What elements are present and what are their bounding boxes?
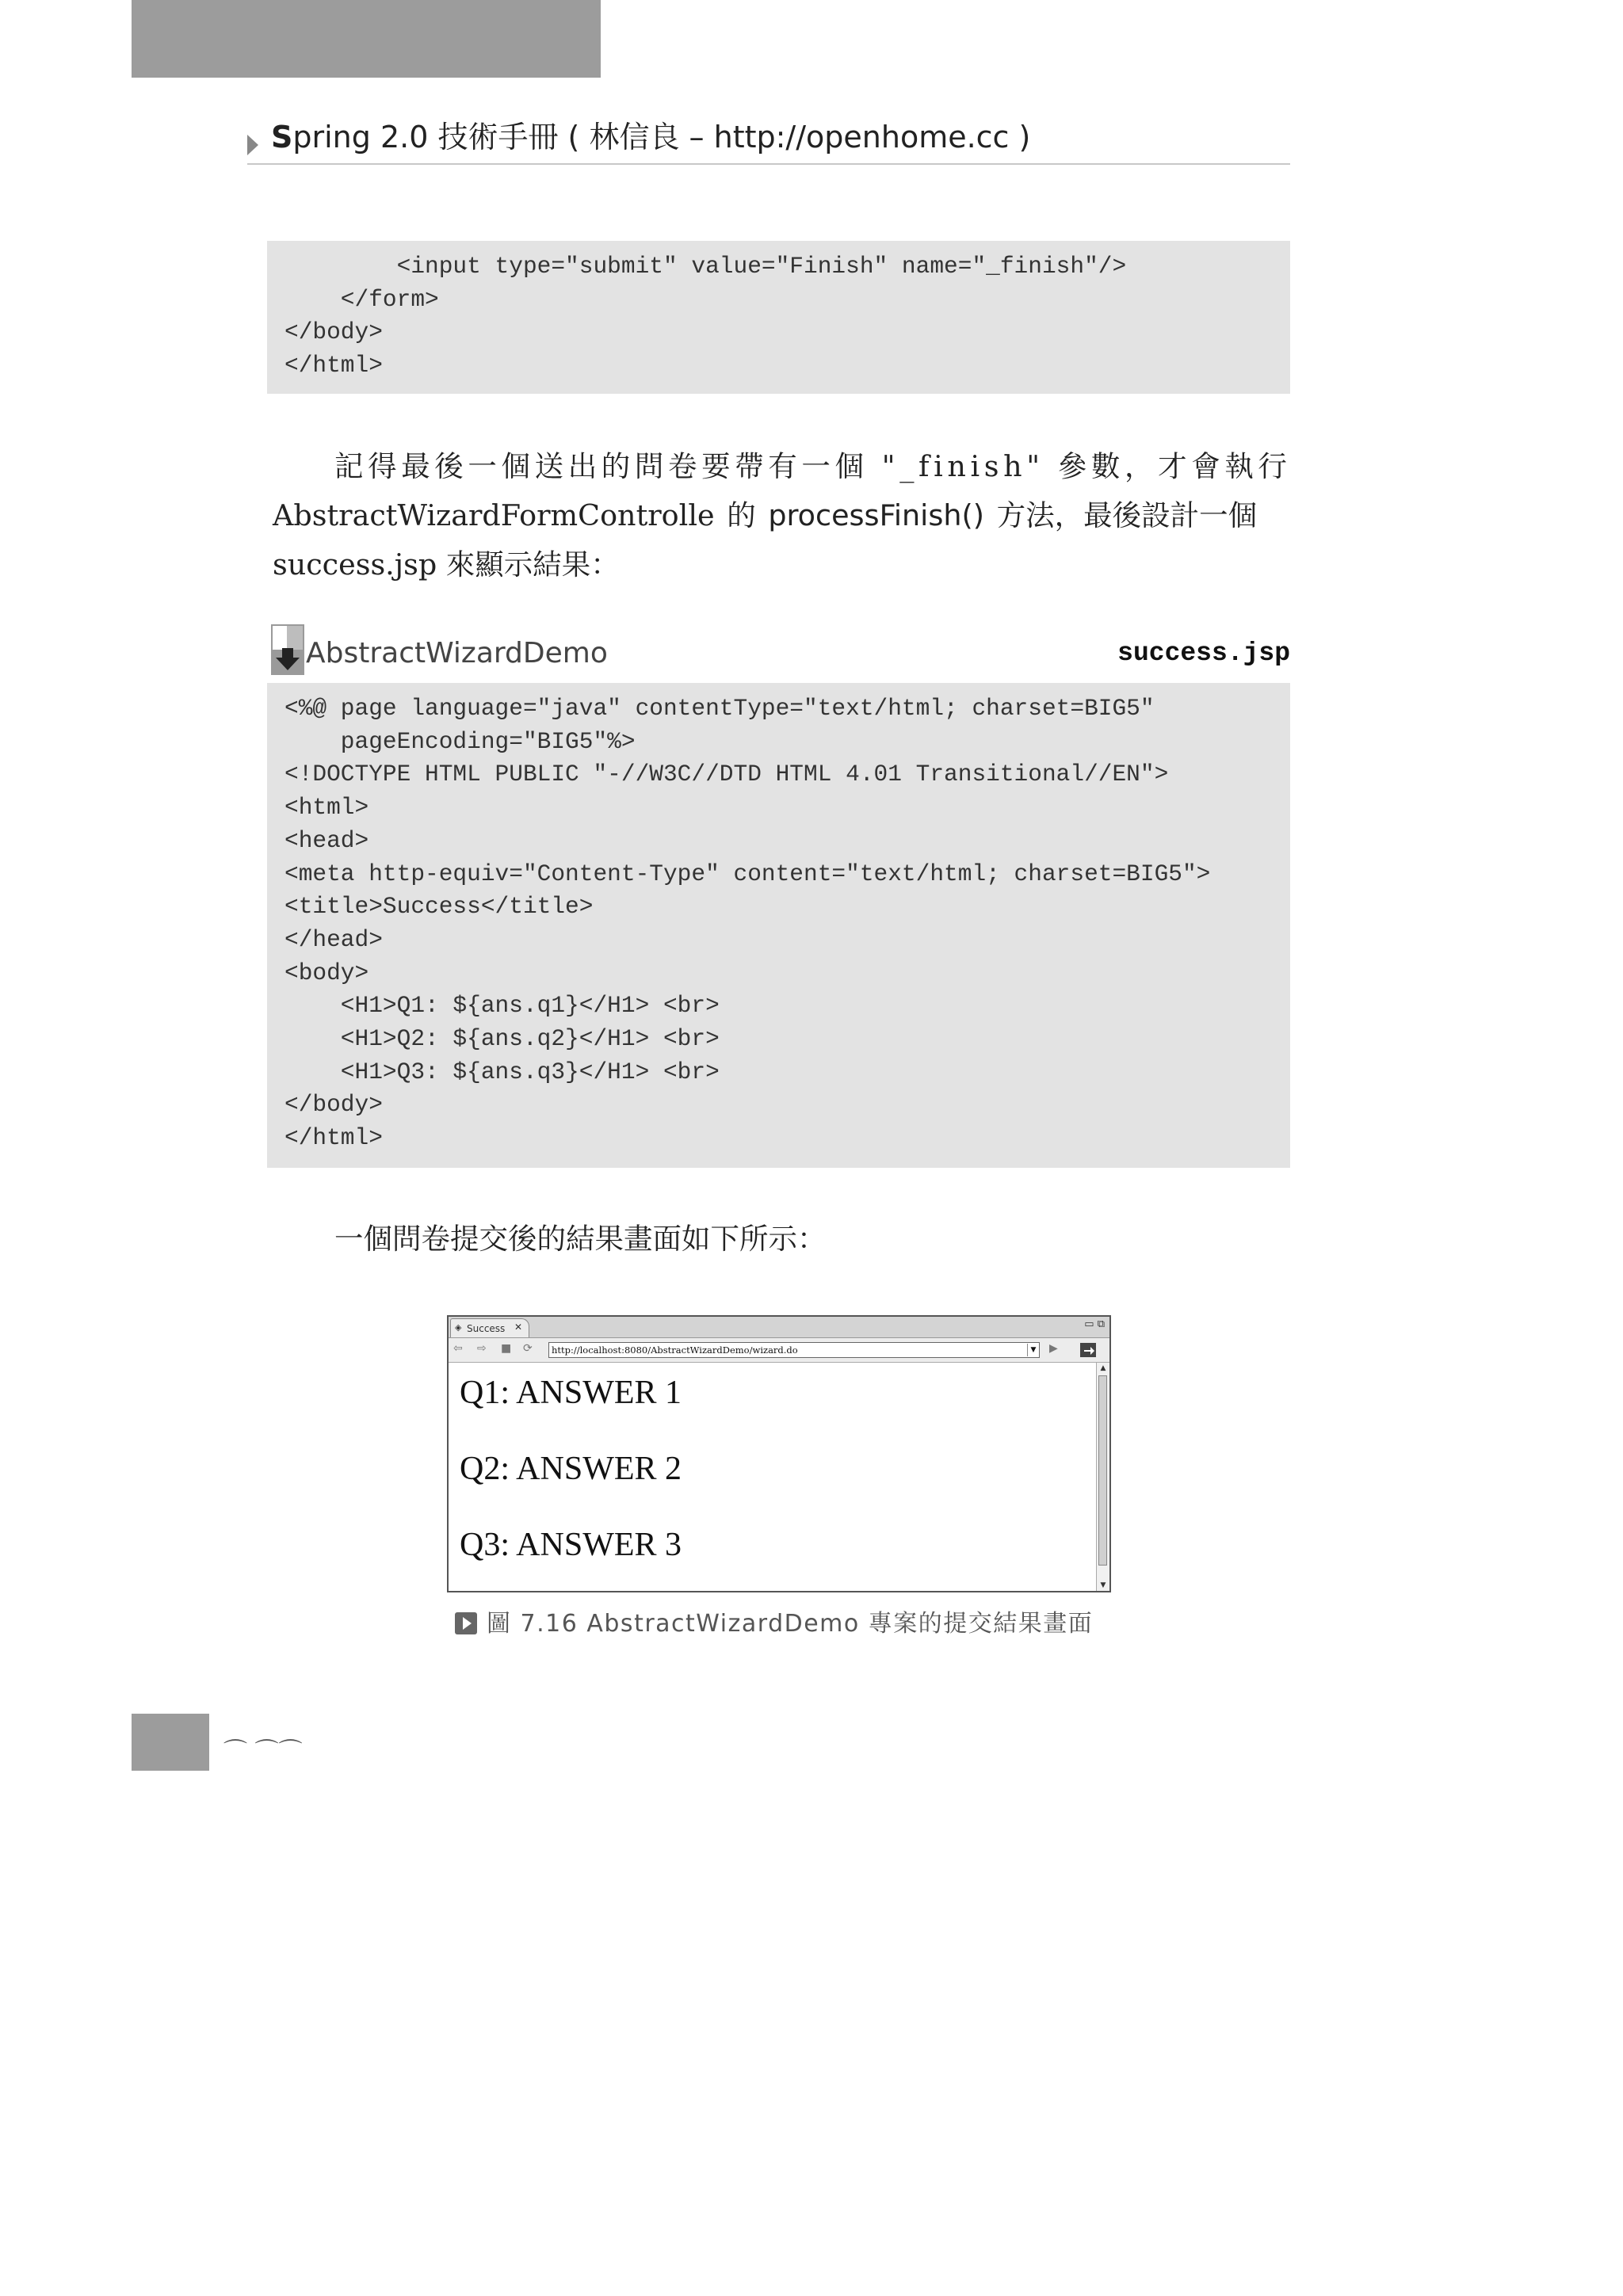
- code-line: </form>: [285, 285, 439, 313]
- code-block-form-end: [267, 241, 1290, 394]
- stop-icon[interactable]: ■: [501, 1342, 512, 1355]
- scroll-down-icon[interactable]: ▼: [1100, 1581, 1106, 1589]
- browser-screenshot: [447, 1315, 1111, 1592]
- answer-heading: Q2: ANSWER 2: [460, 1451, 682, 1487]
- browser-content: [449, 1363, 1092, 1591]
- scroll-up-icon[interactable]: ▲: [1100, 1364, 1106, 1372]
- footer-tab-block: [132, 1714, 209, 1771]
- header-tab-block: [132, 0, 601, 78]
- play-icon: [455, 1612, 477, 1634]
- go-icon[interactable]: ▶: [1049, 1342, 1058, 1355]
- browser-tab[interactable]: [450, 1318, 529, 1337]
- figure-caption: 圖 7.16 AbstractWizardDemo 專案的提交結果畫面: [455, 1604, 1093, 1638]
- code-block-success-jsp: [267, 683, 1290, 1168]
- open-page-icon[interactable]: [1079, 1342, 1097, 1358]
- paragraph-line: AbstractWizardFormControlle 的 processFinish() 方法，最後設計一個: [273, 498, 1258, 532]
- code-line: </html>: [285, 352, 383, 379]
- file-name: success.jsp: [1117, 639, 1290, 668]
- scrollbar-thumb[interactable]: [1098, 1375, 1107, 1566]
- code-line: </body>: [285, 318, 383, 346]
- paragraph-finish: [273, 442, 1290, 589]
- code-line: <meta http-equiv="Content-Type" content="text/html; charset=BIG5">: [285, 860, 1211, 887]
- header-title: Spring 2.0 技術手冊 ( 林信良 – http://openhome.cc ): [271, 120, 1031, 154]
- page-icon: ◈: [455, 1322, 462, 1333]
- code-line: <H1>Q2: ${ans.q2}</H1> <br>: [285, 1025, 720, 1053]
- code-line: <html>: [285, 794, 369, 822]
- code-text: [285, 692, 1290, 1155]
- back-icon[interactable]: ⇦: [453, 1342, 463, 1355]
- file-caption-bar: [271, 624, 1290, 683]
- footer-marks: ⌒ ⌒⌒: [223, 1738, 303, 1766]
- code-line: <H1>Q1: ${ans.q1}</H1> <br>: [285, 992, 720, 1020]
- code-line: <H1>Q3: ${ans.q3}</H1> <br>: [285, 1058, 720, 1085]
- code-line: </html>: [285, 1124, 383, 1152]
- answer-heading: Q3: ANSWER 3: [460, 1527, 682, 1563]
- url-field[interactable]: http://localhost:8080/AbstractWizardDemo/wizard.do ▼: [548, 1342, 1040, 1358]
- window-controls-icon[interactable]: ▭ ⧉: [1084, 1318, 1105, 1330]
- running-header: [247, 117, 1290, 165]
- tab-label: Success: [467, 1323, 506, 1334]
- paragraph-line: success.jsp 來顯示結果：: [273, 547, 620, 582]
- scrollbar[interactable]: [1096, 1363, 1109, 1591]
- paragraph-line: 記得最後一個送出的問卷要帶有一個 "_finish" 參數，才會執行: [334, 449, 1292, 483]
- paragraph-result-intro: 一個問卷提交後的結果畫面如下所示：: [334, 1222, 827, 1256]
- header-triangle-icon: [247, 135, 258, 155]
- close-icon[interactable]: ✕: [514, 1322, 523, 1333]
- code-line: </body>: [285, 1091, 383, 1119]
- code-line: <%@ page language="java" contentType="text/html; charset=BIG5": [285, 695, 1155, 722]
- refresh-icon[interactable]: ⟳: [523, 1342, 533, 1355]
- code-text: [285, 250, 1290, 383]
- code-line: <title>Success</title>: [285, 893, 594, 921]
- code-line: <!DOCTYPE HTML PUBLIC "-//W3C//DTD HTML 4.01 Transitional//EN">: [285, 761, 1169, 788]
- project-title: AbstractWizardDemo: [306, 637, 608, 669]
- browser-tab-bar: [449, 1317, 1109, 1338]
- download-icon: [271, 624, 304, 675]
- code-line: <head>: [285, 826, 369, 854]
- forward-icon[interactable]: ⇨: [477, 1342, 487, 1355]
- code-line: </head>: [285, 925, 383, 953]
- code-line: <input type="submit" value="Finish" name="_finish"/>: [285, 253, 1127, 280]
- chevron-down-icon[interactable]: ▼: [1027, 1344, 1039, 1356]
- code-line: <body>: [285, 959, 369, 986]
- browser-toolbar: [449, 1338, 1109, 1363]
- answer-heading: Q1: ANSWER 1: [460, 1375, 682, 1411]
- code-line: pageEncoding="BIG5"%>: [285, 727, 636, 755]
